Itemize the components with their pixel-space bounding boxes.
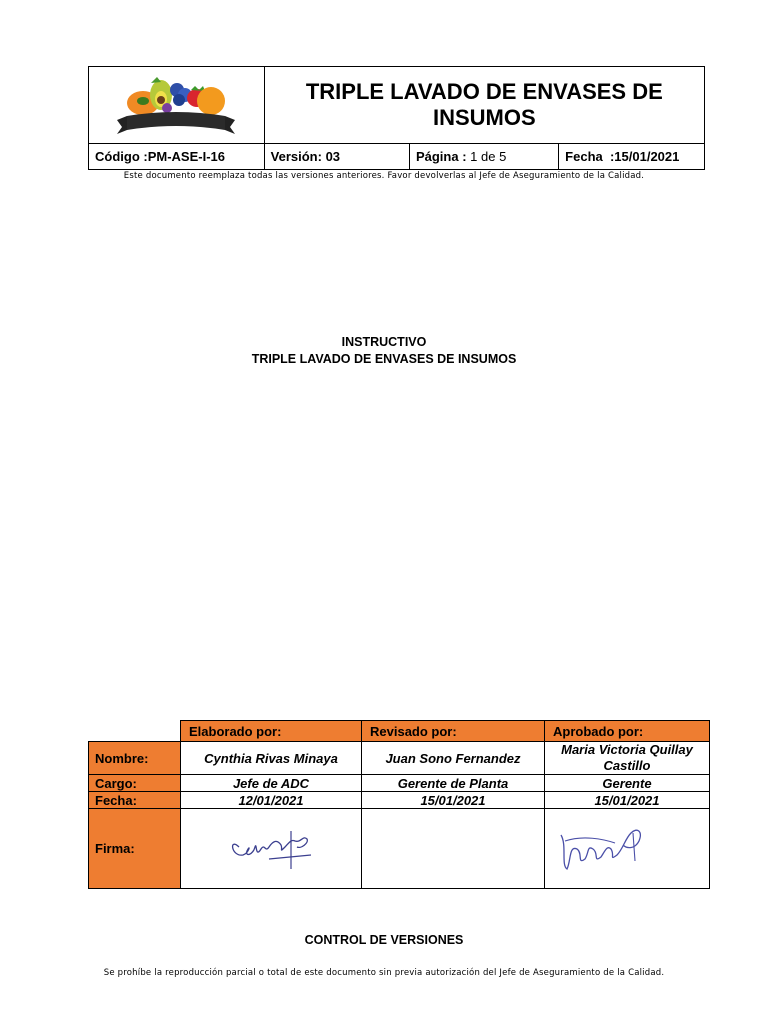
- col-aprobado: Aprobado por:: [545, 721, 710, 742]
- document-title: TRIPLE LAVADO DE ENVASES DE INSUMOS: [264, 67, 704, 144]
- signature-aprobado: [545, 809, 710, 889]
- date-aprobado: 15/01/2021: [545, 792, 710, 809]
- page-label: Página :: [415, 149, 467, 164]
- approval-table: [88, 720, 710, 889]
- disclaimer-top: Este documento reemplaza todas las versiones anteriores. Favor devolverlas al Jefe de Aseguramiento de la Calidad.: [123, 171, 645, 181]
- document-type: INSTRUCTIVO: [341, 335, 427, 349]
- name-elaborado: Cynthia Rivas Minaya: [181, 742, 362, 775]
- role-aprobado: Gerente: [545, 775, 710, 792]
- row-label-signature: Firma:: [89, 809, 181, 889]
- version-control-title: CONTROL DE VERSIONES: [304, 933, 464, 947]
- row-label-name: Nombre:: [89, 742, 181, 775]
- date-cell: [559, 144, 705, 170]
- date-revisado: 15/01/2021: [362, 792, 545, 809]
- date-label: Fecha :: [565, 149, 615, 164]
- code-value: PM-ASE-I-16: [147, 149, 226, 164]
- document-subtitle: TRIPLE LAVADO DE ENVASES DE INSUMOS: [251, 352, 517, 366]
- name-aprobado: Maria Victoria Quillay Castillo: [545, 742, 710, 775]
- approval-corner: [89, 721, 181, 742]
- signature-revisado: [362, 809, 545, 889]
- row-label-role: Cargo:: [89, 775, 181, 792]
- code-cell: [89, 144, 265, 170]
- version-label: Versión:: [270, 149, 322, 164]
- page-cell: [409, 144, 558, 170]
- date-elaborado: 12/01/2021: [181, 792, 362, 809]
- fruit-basket-logo-icon: [111, 68, 241, 138]
- signature-elaborado: [181, 809, 362, 889]
- document-heading: [0, 334, 768, 368]
- col-elaborado: Elaborado por:: [181, 721, 362, 742]
- row-label-date: Fecha:: [89, 792, 181, 809]
- logo-banner-text: PROCESADORA PACKING MAYO: [210, 177, 311, 190]
- date-value: 15/01/2021: [614, 149, 680, 164]
- role-revisado: Gerente de Planta: [362, 775, 545, 792]
- handwritten-signature-icon: [553, 815, 653, 879]
- handwritten-signature-icon: [221, 817, 321, 877]
- disclaimer-bottom: Se prohíbe la reproducción parcial o total de este documento sin previa autorización del Jefe de Aseguramiento de la Calidad.: [103, 968, 665, 978]
- page-value: 1 de 5: [470, 149, 507, 164]
- version-cell: [264, 144, 409, 170]
- version-value: 03: [325, 149, 341, 164]
- name-revisado: Juan Sono Fernandez: [362, 742, 545, 775]
- col-revisado: Revisado por:: [362, 721, 545, 742]
- code-label: Código :: [95, 149, 148, 164]
- role-elaborado: Jefe de ADC: [181, 775, 362, 792]
